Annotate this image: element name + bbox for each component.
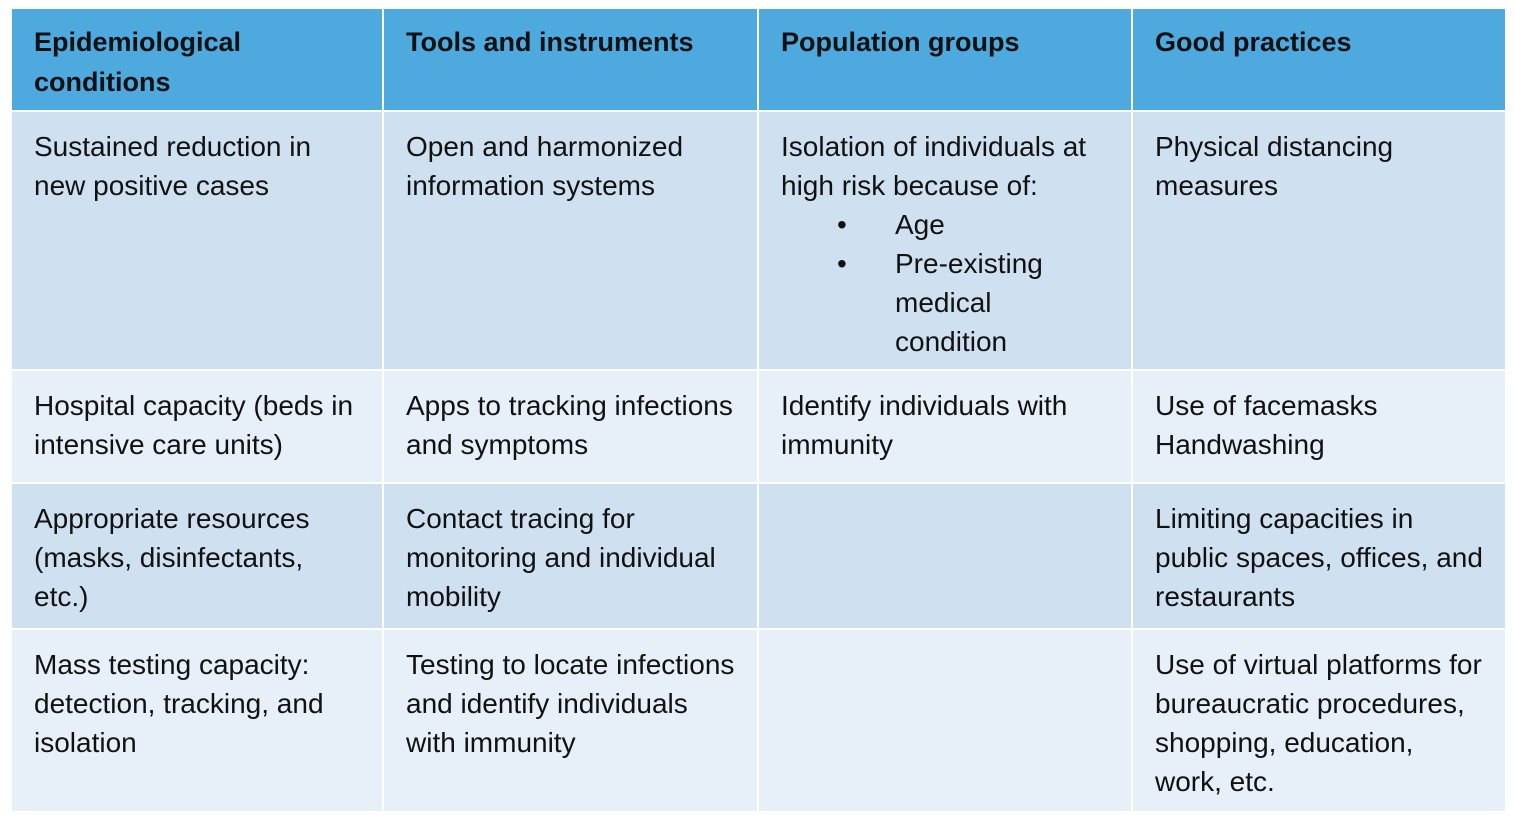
- cell-practices-row-1: Physical distancing measures: [1133, 112, 1505, 369]
- cell-population-row-2: Identify individuals with immunity: [759, 371, 1131, 482]
- cell-epidemiological-row-3: Appropriate resources (masks, disinfectants, etc.): [12, 484, 382, 628]
- practice-line: Handwashing: [1155, 429, 1325, 460]
- cell-tools-row-2: Apps to tracking infections and symptoms: [384, 371, 757, 482]
- cell-tools-row-1: Open and harmonized information systems: [384, 112, 757, 369]
- cell-population-row-1: [759, 112, 1131, 369]
- cell-population-row-4: [759, 630, 1131, 811]
- header-population-groups: Population groups: [759, 9, 1131, 110]
- cell-epidemiological-row-1: Sustained reduction in new positive cases: [12, 112, 382, 369]
- practice-line: Use of facemasks: [1155, 390, 1378, 421]
- cell-epidemiological-row-4: Mass testing capacity: detection, tracking, and isolation: [12, 630, 382, 811]
- cell-tools-row-3: Contact tracing for monitoring and individual mobility: [384, 484, 757, 628]
- cell-population-row-3: [759, 484, 1131, 628]
- cell-practices-row-3: Limiting capacities in public spaces, offices, and restaurants: [1133, 484, 1505, 628]
- list-item: • Pre-existing medical condition: [781, 244, 1111, 361]
- cell-tools-row-4: Testing to locate infections and identify individuals with immunity: [384, 630, 757, 811]
- cell-epidemiological-row-2: Hospital capacity (beds in intensive care units): [12, 371, 382, 482]
- list-item: • Age: [781, 205, 1111, 244]
- population-intro: Isolation of individuals at high risk because of:: [781, 131, 1087, 201]
- cell-practices-row-4: Use of virtual platforms for bureaucratic procedures, shopping, education, work, etc.: [1133, 630, 1505, 811]
- header-epidemiological-conditions: Epidemiological conditions: [12, 9, 382, 110]
- risk-factor-list: [781, 205, 1111, 361]
- header-tools-and-instruments: Tools and instruments: [384, 9, 757, 110]
- header-good-practices: Good practices: [1133, 9, 1505, 110]
- cell-practices-row-2: [1133, 371, 1505, 482]
- measures-table: [12, 9, 1503, 818]
